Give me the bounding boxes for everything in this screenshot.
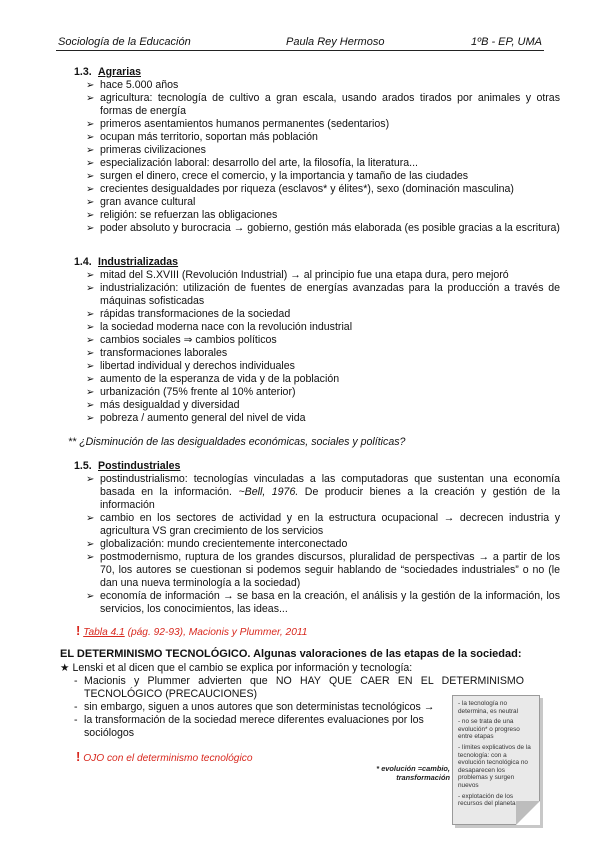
arrow-bullet-icon: ➢ xyxy=(86,335,95,346)
arrow-bullet-icon: ➢ xyxy=(86,145,95,156)
arrow-bullet-icon: ➢ xyxy=(86,348,95,359)
arrow-bullet-icon: ➢ xyxy=(86,591,95,602)
list-item: ➢ primeros asentamientos humanos permanentes (sedentarios) xyxy=(86,118,390,130)
list-item: ➢ economía de información → se basa en la creación, el análisis y la gestión de la información, los servicios, los conocimientos, las ideas... xyxy=(86,590,560,615)
star-icon: ★ xyxy=(60,662,70,674)
list-item: ➢ gran avance cultural xyxy=(86,196,196,208)
bullet-list xyxy=(74,269,560,425)
arrow-bullet-icon: ➢ xyxy=(86,184,95,195)
list-item: ➢ globalización: mundo crecientemente interconectado xyxy=(86,538,348,550)
arrow-bullet-icon: ➢ xyxy=(86,210,95,221)
table-reference: ! Tabla 4.1 (pág. 92-93), Macionis y Plummer, 2011 xyxy=(76,623,308,638)
group-label: 1ºB - EP, UMA xyxy=(470,36,542,48)
list-item: ➢ crecientes desigualdades por riqueza (esclavos* y élites*), sexo (dominación masculina) xyxy=(86,183,514,195)
arrow-bullet-icon: ➢ xyxy=(86,93,95,104)
list-item: ➢ surgen el dinero, crece el comercio, y la importancia y tamaño de las ciudades xyxy=(86,170,469,182)
list-item: ➢ cambio en los sectores de actividad y en la estructura ocupacional → decrecen industria y agricultura VS gran crecimiento de los servicios xyxy=(86,512,560,537)
list-item: ➢ pobreza / aumento general del nivel de vida xyxy=(86,412,306,424)
bullet-list xyxy=(74,473,560,616)
arrow-bullet-icon: ➢ xyxy=(86,413,95,424)
table-link[interactable]: Tabla 4.1 xyxy=(83,627,125,638)
lenski-line: ★ Lenski et al dicen que el cambio se explica por información y tecnología: xyxy=(60,662,413,674)
exclamation-icon: ! xyxy=(76,623,81,638)
sticky-note-line: - no se trata de una evolución* o progreso entre etapas xyxy=(458,718,520,741)
list-item: ➢ más desigualdad y diversidad xyxy=(86,399,240,411)
arrow-bullet-icon: ➢ xyxy=(86,400,95,411)
arrow-bullet-icon: ➢ xyxy=(86,309,95,320)
list-item: - sin embargo, siguen a unos autores que son deterministas tecnológicos → xyxy=(74,701,435,713)
arrow-bullet-icon: ➢ xyxy=(86,119,95,130)
arrow-bullet-icon: ➢ xyxy=(86,322,95,333)
arrow-bullet-icon: ➢ xyxy=(86,197,95,208)
list-item: ➢ urbanización (75% frente al 10% anterior) xyxy=(86,386,296,398)
sticky-note-line: - límites explicativos de la tecnología: con a evolución tecnológica no desaparecen los problemas y surgen nuevos xyxy=(458,743,531,789)
list-item: ➢ cambios sociales ⇒ cambios políticos xyxy=(86,334,277,346)
list-item: - Macionis y Plummer advierten que NO HAY QUE CAER EN EL DETERMINISMO TECNOLÓGICO (PRECAUCIONES) xyxy=(74,675,524,700)
arrow-bullet-icon: ➢ xyxy=(86,552,95,563)
list-item: ➢ primeras civilizaciones xyxy=(86,144,206,156)
question-note: ** ¿Disminución de las desigualdades económicas, sociales y políticas? xyxy=(68,436,406,448)
list-item: ➢ libertad individual y derechos individuales xyxy=(86,360,295,372)
course-name: Sociología de la Educación xyxy=(58,36,191,48)
list-item: ➢ industrialización: utilización de fuentes de energías avanzadas para la producción a través de máquinas sofisticadas xyxy=(86,282,560,307)
list-item: ➢ agricultura: tecnología de cultivo a gran escala, usando arados tirados por animales y otras formas de energía xyxy=(86,92,560,117)
section-postindustriales xyxy=(74,460,560,616)
arrow-bullet-icon: ➢ xyxy=(86,361,95,372)
arrow-bullet-icon: ➢ xyxy=(86,132,95,143)
arrow-bullet-icon: ➢ xyxy=(86,80,95,91)
list-item: ➢ poder absoluto y burocracia → gobierno, gestión más elaborada (es posible gracias a la escritura) xyxy=(86,222,560,234)
arrow-bullet-icon: ➢ xyxy=(86,387,95,398)
section-title: 1.4. Industrializadas xyxy=(74,256,179,268)
list-item: ➢ postmodernismo, ruptura de los grandes discursos, pluralidad de perspectivas → a partir de los 70, los autores se cuestionan si podemos seguir hablando de “sociedades industriales” o no (le dan una nueva terminología a la sociedad) xyxy=(86,551,560,589)
list-item: ➢ rápidas transformaciones de la sociedad xyxy=(86,308,291,320)
sticky-note-line: - explotación de los recursos del planeta xyxy=(458,792,516,808)
list-item: ➢ aumento de la esperanza de vida y de la población xyxy=(86,373,340,385)
ojo-warning: ! OJO con el determinismo tecnológico xyxy=(76,749,253,764)
page-header xyxy=(56,36,544,51)
arrow-bullet-icon: ➢ xyxy=(86,539,95,550)
sticky-note xyxy=(452,695,540,825)
arrow-bullet-icon: ➢ xyxy=(86,513,95,524)
bullet-list xyxy=(74,79,560,235)
list-item: ➢ especialización laboral: desarrollo del arte, la filosofía, la literatura... xyxy=(86,157,418,169)
evolution-footnote: * evolución =cambio, transformación xyxy=(376,764,450,782)
list-item: ➢ ocupan más territorio, soportan más población xyxy=(86,131,318,143)
arrow-bullet-icon: ➢ xyxy=(86,283,95,294)
citation: ~Bell, 1976. xyxy=(238,486,299,498)
sticky-note-line: - la tecnología no determina, es neutral xyxy=(458,700,519,715)
arrow-bullet-icon: ➢ xyxy=(86,158,95,169)
arrow-bullet-icon: ➢ xyxy=(86,171,95,182)
arrow-bullet-icon: ➢ xyxy=(86,374,95,385)
list-item: ➢ transformaciones laborales xyxy=(86,347,228,359)
list-item: ➢ la sociedad moderna nace con la revolución industrial xyxy=(86,321,353,333)
section-title: 1.5. Postindustriales xyxy=(74,460,181,472)
author-name: Paula Rey Hermoso xyxy=(286,36,385,48)
arrow-bullet-icon: ➢ xyxy=(86,223,95,234)
list-item: ➢ postindustrialismo: tecnologías vinculadas a las computadoras que sustentan una economía basada en la información. ~Bell, 1976. De producir bienes a la creación y gestión de la información xyxy=(86,473,560,511)
arrow-bullet-icon: ➢ xyxy=(86,270,95,281)
determinism-title: EL DETERMINISMO TECNOLÓGICO. Algunas valoraciones de las etapas de la sociedad: xyxy=(60,648,522,660)
section-agrarias xyxy=(74,66,560,235)
list-item: ➢ religión: se refuerzan las obligaciones xyxy=(86,209,278,221)
section-industrializadas xyxy=(74,256,560,425)
arrow-bullet-icon: ➢ xyxy=(86,474,95,485)
list-item: - la transformación de la sociedad merece diferentes evaluaciones por los sociólogos xyxy=(74,714,424,739)
exclamation-icon: ! xyxy=(76,749,81,764)
list-item: ➢ mitad del S.XVIII (Revolución Industrial) → al principio fue una etapa dura, pero mejoró xyxy=(86,269,509,281)
list-item: ➢ hace 5.000 años xyxy=(86,79,179,91)
section-title: 1.3. Agrarias xyxy=(74,66,141,78)
page-fold-icon xyxy=(516,801,540,825)
